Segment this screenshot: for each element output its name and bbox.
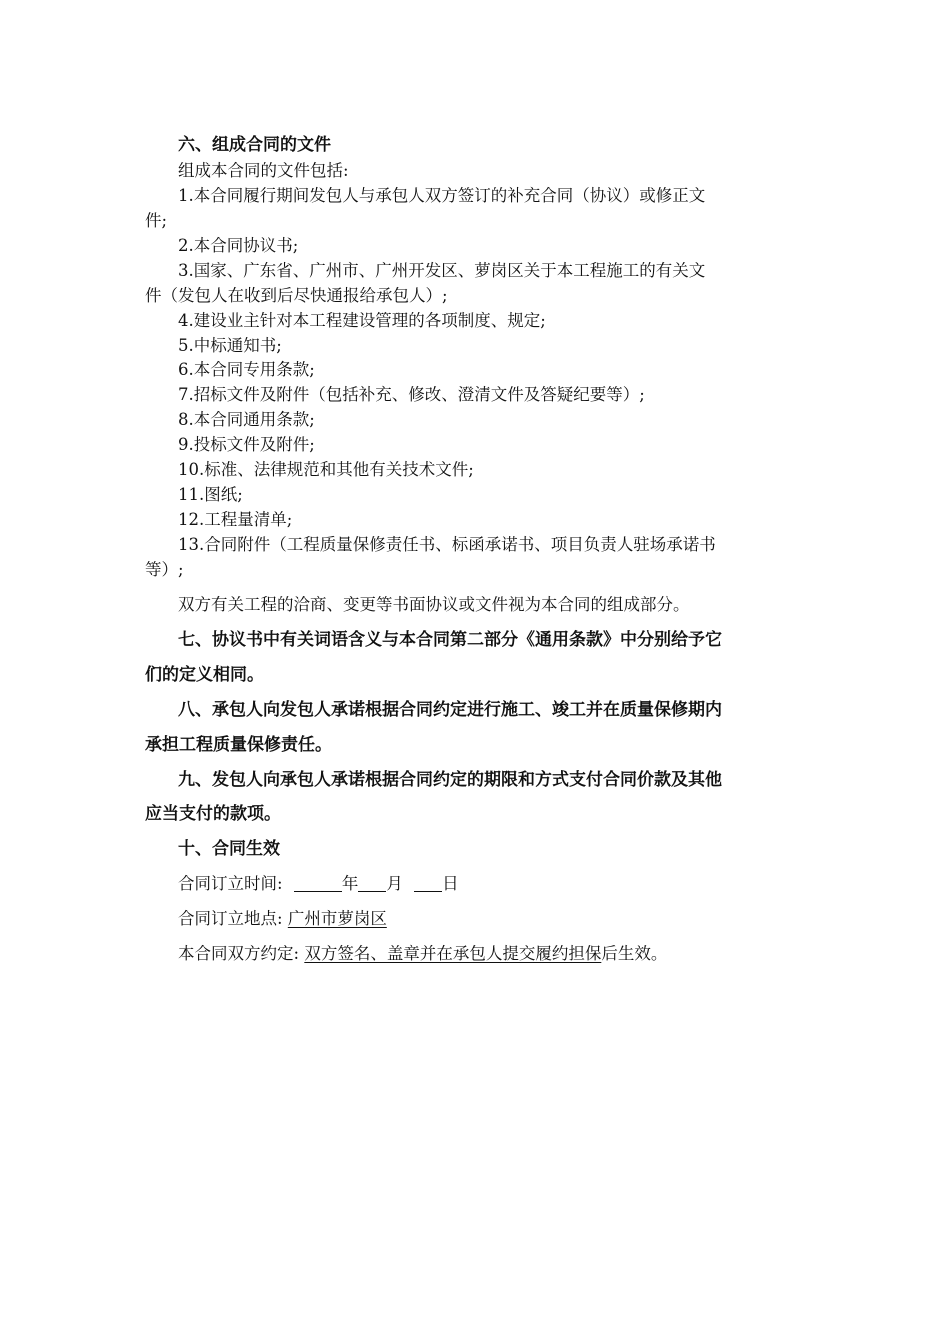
section-6-closing: 双方有关工程的洽商、变更等书面协议或文件视为本合同的组成部分。 (178, 595, 690, 614)
list-item-10: 10.标准、法律规范和其他有关技术文件; (178, 460, 474, 479)
contract-agreement-label: 本合同双方约定: (178, 944, 300, 963)
contract-date-label: 合同订立时间: (178, 874, 283, 893)
section-10-title: 十、合同生效 (178, 839, 280, 859)
contract-agreement-value: 双方签名、盖章并在承包人提交履约担保 (304, 944, 602, 963)
year-blank (294, 875, 342, 892)
list-item-6: 6.本合同专用条款; (178, 360, 315, 379)
list-item-13-cont: 等）; (145, 560, 184, 579)
list-item-1: 1.本合同履行期间发包人与承包人双方签订的补充合同（协议）或修正文 (178, 186, 706, 205)
list-item-11: 11.图纸; (178, 485, 243, 504)
section-9-line2: 应当支付的款项。 (145, 804, 281, 824)
list-item-13: 13.合同附件（工程质量保修责任书、标函承诺书、项目负责人驻场承诺书 (178, 535, 716, 554)
section-6-intro: 组成本合同的文件包括: (178, 161, 349, 180)
section-6-title: 六、组成合同的文件 (178, 135, 331, 155)
list-item-3: 3.国家、广东省、广州市、广州开发区、萝岗区关于本工程施工的有关文 (178, 261, 706, 280)
list-item-1-cont: 件; (145, 211, 168, 230)
list-item-4: 4.建设业主针对本工程建设管理的各项制度、规定; (178, 311, 546, 330)
month-blank (358, 875, 386, 892)
list-item-3-cont: 件（发包人在收到后尽快通报给承包人）; (145, 286, 448, 305)
list-item-7: 7.招标文件及附件（包括补充、修改、澄清文件及答疑纪要等）; (178, 385, 645, 404)
contract-date-row (178, 873, 810, 895)
contract-place-label: 合同订立地点: (178, 909, 283, 928)
section-7-line1: 七、协议书中有关词语含义与本合同第二部分《通用条款》中分别给予它 (178, 630, 722, 650)
day-label: 日 (442, 874, 459, 893)
contract-agreement-row (178, 943, 810, 965)
section-7-line2: 们的定义相同。 (145, 665, 264, 685)
month-label: 月 (386, 874, 403, 893)
list-item-9: 9.投标文件及附件; (178, 435, 315, 454)
section-9-line1: 九、发包人向承包人承诺根据合同约定的期限和方式支付合同价款及其他 (178, 770, 722, 790)
list-item-5: 5.中标通知书; (178, 336, 282, 355)
day-blank (414, 875, 442, 892)
list-item-8: 8.本合同通用条款; (178, 410, 315, 429)
section-8-line2: 承担工程质量保修责任。 (145, 735, 332, 755)
year-label: 年 (341, 874, 359, 893)
contract-place-value: 广州市萝岗区 (287, 909, 387, 928)
section-8-line1: 八、承包人向发包人承诺根据合同约定进行施工、竣工并在质量保修期内 (178, 700, 722, 720)
list-item-2: 2.本合同协议书; (178, 236, 299, 255)
contract-place-row (178, 908, 810, 930)
contract-agreement-tail: 后生效。 (601, 944, 668, 963)
list-item-12: 12.工程量清单; (178, 510, 293, 529)
